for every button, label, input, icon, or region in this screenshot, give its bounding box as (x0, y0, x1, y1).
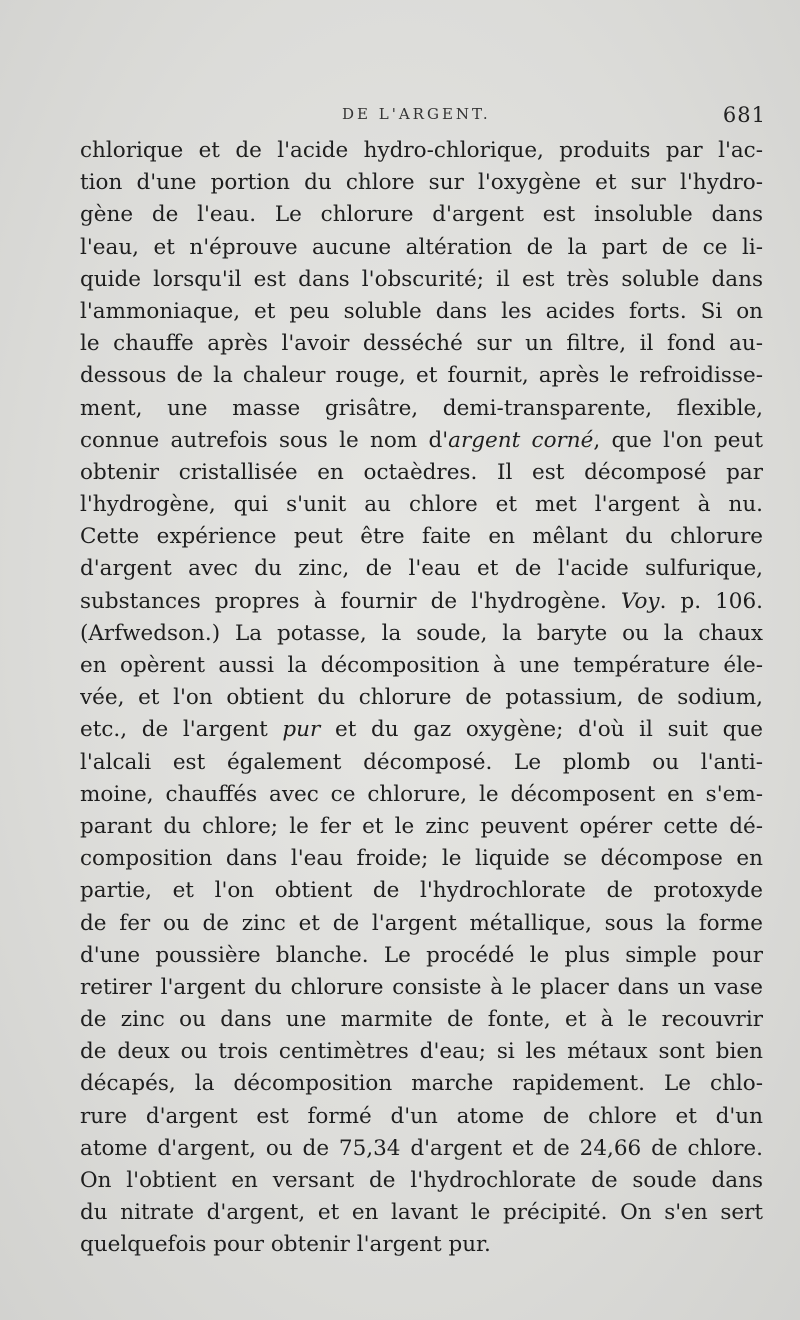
text-line: en opèrent aussi la décomposition à une température éle- (80, 653, 763, 678)
text-line: le chauffe après l'avoir desséché sur un filtre, il fond au- (80, 331, 763, 357)
text-line: l'alcali est également décomposé. Le plomb ou l'anti- (80, 749, 763, 775)
text-line: On l'obtient en versant de l'hydrochlorate de soude dans (80, 1168, 763, 1193)
text-line: obtenir cristallisée en octaèdres. Il est décomposé par (80, 459, 763, 485)
text-line: retirer l'argent du chlorure consiste à le placer dans un vase (80, 974, 763, 1000)
text-line: atome d'argent, ou de 75,34 d'argent et de 24,66 de chlore. (80, 1135, 763, 1161)
text-line: connue autrefois sous le nom d'argent corné, que l'on peut (80, 427, 763, 453)
italic-term: pur (282, 717, 321, 743)
text-line: quide lorsqu'il est dans l'obscurité; il est très soluble dans (80, 266, 763, 292)
text-line: de deux ou trois centimètres d'eau; si les métaux sont bien (80, 1039, 763, 1065)
text-line: dessous de la chaleur rouge, et fournit, après le refroidisse- (80, 363, 763, 389)
text-line: d'argent avec du zinc, de l'eau et de l'acide sulfurique, (80, 556, 763, 582)
text-line: de zinc ou dans une marmite de fonte, et à le recouvrir (80, 1007, 763, 1033)
page-number: 681 (722, 103, 766, 127)
text-line: d'une poussière blanche. Le procédé le plus simple pour (80, 942, 763, 968)
text-line: quelquefois pour obtenir l'argent pur. (80, 1232, 491, 1258)
text-line: Cette expérience peut être faite en mêlant du chlorure (80, 524, 763, 550)
text-line: chlorique et de l'acide hydro-chlorique, produits par l'ac- (80, 138, 763, 163)
body-text (80, 135, 763, 1262)
text-line: l'hydrogène, qui s'unit au chlore et met l'argent à nu. (80, 492, 763, 518)
text-line: partie, et l'on obtient de l'hydrochlorate de protoxyde (80, 878, 763, 904)
text-line: vée, et l'on obtient du chlorure de potassium, de sodium, (80, 685, 763, 711)
text-line: rure d'argent est formé d'un atome de chlore et d'un (80, 1103, 763, 1129)
text-line: du nitrate d'argent, et en lavant le précipité. On s'en sert (80, 1200, 763, 1226)
italic-term: Voy (620, 588, 660, 614)
text-line: parant du chlore; le fer et le zinc peuvent opérer cette dé- (80, 813, 763, 839)
page-header (80, 103, 766, 133)
text-line: (Arfwedson.) La potasse, la soude, la baryte ou la chaux (80, 620, 763, 646)
text-line: substances propres à fournir de l'hydrogène. Voy. p. 106. (80, 588, 763, 614)
text-line: moine, chauffés avec ce chlorure, le décomposent en s'em- (80, 781, 763, 807)
text-line: décapés, la décomposition marche rapidement. Le chlo- (80, 1071, 763, 1097)
text-line: etc., de l'argent pur et du gaz oxygène; d'où il suit que (80, 717, 763, 743)
text-line: l'ammoniaque, et peu soluble dans les acides forts. Si on (80, 298, 763, 324)
text-line: gène de l'eau. Le chlorure d'argent est insoluble dans (80, 202, 763, 228)
text-line: l'eau, et n'éprouve aucune altération de la part de ce li- (80, 234, 763, 260)
running-title: DE L'ARGENT. (342, 105, 491, 123)
italic-term: argent corné (448, 427, 594, 453)
text-line: ment, une masse grisâtre, demi-transparente, flexible, (80, 395, 763, 421)
text-line: tion d'une portion du chlore sur l'oxygène et sur l'hydro- (80, 170, 763, 196)
text-line: composition dans l'eau froide; le liquide se décompose en (80, 846, 763, 872)
text-line: de fer ou de zinc et de l'argent métallique, sous la forme (80, 910, 763, 936)
